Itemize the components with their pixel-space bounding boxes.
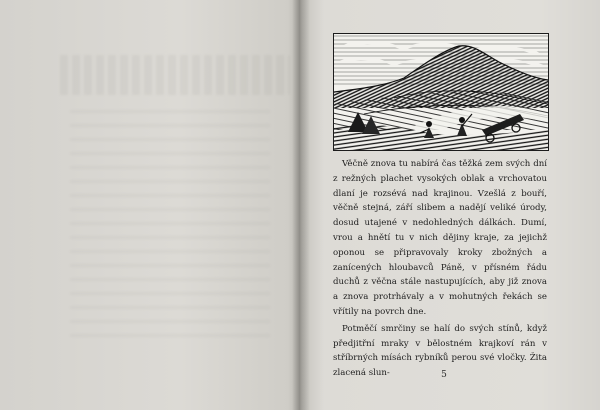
page-number: 5: [441, 370, 447, 380]
show-through-text: [60, 55, 290, 95]
book-gutter: [292, 0, 310, 410]
paragraph: Potměčí smrčiny se halí do svých stínů, když předjitřní mraky v bělostném krajkoví rán v stříbrných mísách rybníků perou své vločky. Žita zlacená slun-: [333, 323, 547, 379]
body-text: [333, 157, 547, 381]
show-through-lines: [70, 110, 270, 340]
paragraph: Věčně znova tu nabírá čas těžká zem svých dní z režných plachet vysokých oblak a vrchovatou dlaní je rozsévá nad krajinou. Vzešlá z bouří, věčně stejná, září slibem a nadějí veliké úrody, dosud utajené v nedohledných dálkách. Dumí, vrou a hnětí tu v nich dějiny kraje, za jejichž oponou se připravovaly kroky zbožných a zanícených hloubavců Páně, v přísném řádu duchů z věčna stále nastupujících, aby již znova a znova protrhávaly a v mohutných řekách se vřítily na povrch dne.: [333, 159, 547, 317]
woodcut-illustration: [333, 33, 549, 151]
